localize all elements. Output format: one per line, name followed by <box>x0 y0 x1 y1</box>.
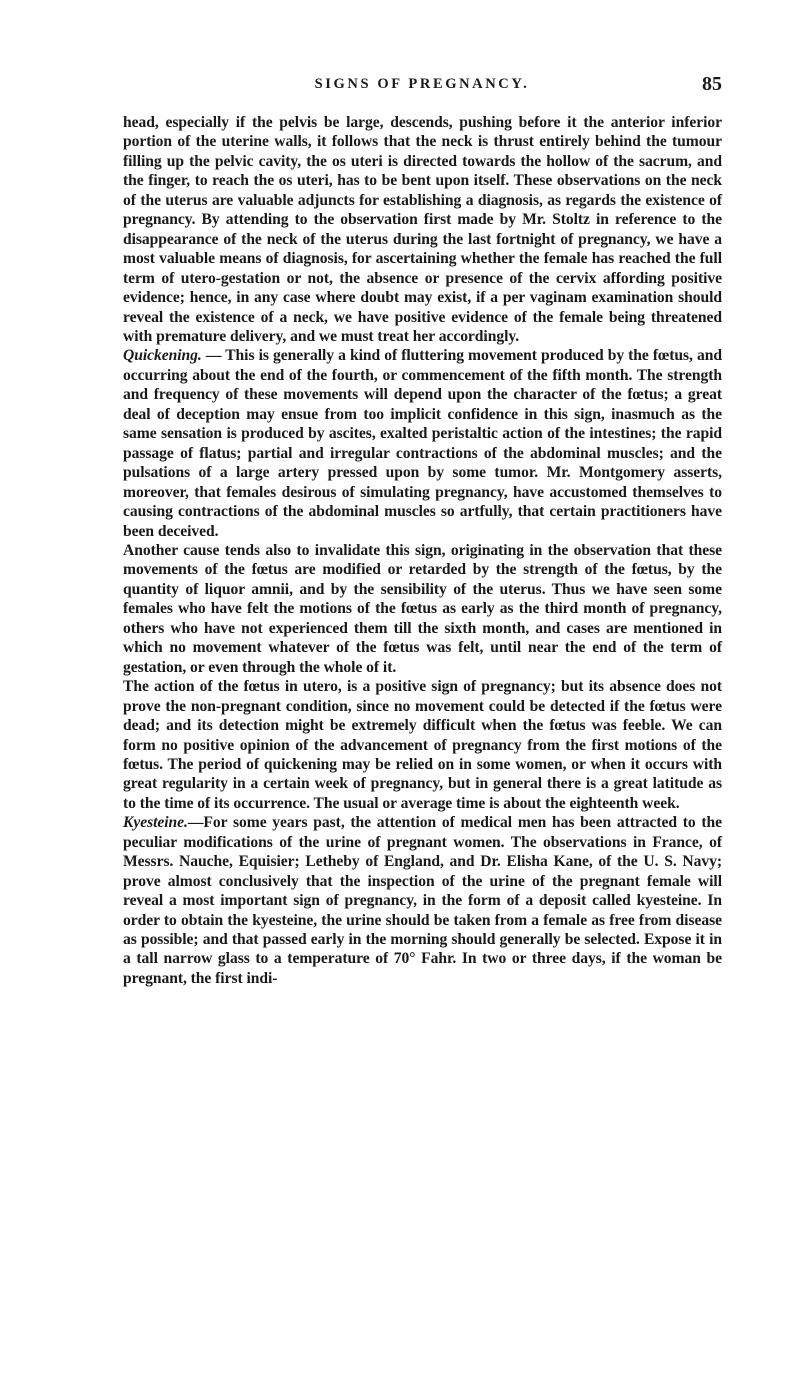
paragraph-kyesteine <box>123 813 722 988</box>
paragraph-text: — This is generally a kind of fluttering movement produced by the fœtus, and occurring about the end of the fourth, or commencement of the fifth month. The strength and frequency of these movements will depend upon the character of the fœtus; a great deal of deception may ensue from too implicit confidence in this sign, inasmuch as the same sensation is produced by ascites, exalted peristaltic action of the intestines; the rapid passage of flatus; partial and irregular contractions of the abdominal muscles; and the pulsations of a large artery pressed upon by some tumor. Mr. Montgomery asserts, moreover, that females desirous of simulating pregnancy, have accustomed themselves to causing contractions of the abdominal muscles so artfully, that certain practitioners have been deceived. <box>123 347 722 540</box>
running-head <box>122 73 722 100</box>
section-term-quickening: Quickening. <box>123 347 202 365</box>
paragraph-text: —For some years past, the attention of medical men has been attracted to the peculiar modifications of the urine of pregnant women. The observations in France, of Messrs. Nauche, Equisier; Letheby of England, and Dr. Elisha Kane, of the U. S. Navy; prove almost conclusively that the inspection of the urine of the pregnant female will reveal a most important sign of pregnancy, in the form of a deposit called kyesteine. In order to obtain the kyesteine, the urine should be taken from a female as free from disease as possible; and that passed early in the morning should generally be selected. Expose it in a tall narrow glass to a temperature of 70° Fahr. In two or three days, if the woman be pregnant, the first indi- <box>123 814 722 987</box>
running-title: SIGNS OF PREGNANCY. <box>314 76 530 92</box>
paragraph-another-cause <box>123 541 722 677</box>
page-number: 85 <box>702 73 722 95</box>
paragraph-text: Another cause tends also to invalidate this sign, originating in the observation that these movements of the fœtus are modified or retarded by the strength of the fœtus, by the quantity of liquor amnii, and by the sensibility of the uterus. Thus we have seen some females who have felt the motions of the fœtus as early as the third month of pregnancy, others who have not experienced them till the sixth month, and cases are mentioned in which no movement whatever of the fœtus was felt, until near the end of the term of gestation, or even through the whole of it. <box>123 541 722 676</box>
section-term-kyesteine: Kyesteine. <box>123 814 188 832</box>
paragraph-quickening <box>123 346 722 541</box>
paragraph-neck-of-uterus <box>123 113 722 346</box>
paragraph-text: head, especially if the pelvis be large, descends, pushing before it the anterior inferior portion of the uterine walls, it follows that the neck is thrust entirely behind the tumour filling up the pelvic cavity, the os uteri is directed towards the hollow of the sacrum, and the finger, to reach the os uteri, has to be bent upon itself. These observations on the neck of the uterus are valuable adjuncts for establishing a diagnosis, as regards the existence of pregnancy. By attending to the observation first made by Mr. Stoltz in reference to the disappearance of the neck of the uterus during the last fortnight of pregnancy, we have a most valuable means of diagnosis, for ascertaining whether the female has reached the full term of utero-gestation or not, the absence or presence of the cervix affording positive evidence; hence, in any case where doubt may exist, if a per vaginam examination should reveal the existence of a neck, we have positive evidence of the female being threatened with premature delivery, and we must treat her accordingly. <box>123 114 722 345</box>
paragraph-action-of-foetus <box>123 677 722 813</box>
paragraph-text: The action of the fœtus in utero, is a positive sign of pregnancy; but its absence does not prove the non-pregnant condition, since no movement could be detected if the fœtus were dead; and its detection might be extremely difficult when the fœtus was feeble. We can form no positive opinion of the advancement of pregnancy from the first motions of the fœtus. The period of quickening may be relied on in some women, or when it occurs with great regularity in a certain week of pregnancy, but in general there is a great latitude as to the time of its occurrence. The usual or average time is about the eighteenth week. <box>123 678 722 812</box>
body-text <box>123 113 722 988</box>
